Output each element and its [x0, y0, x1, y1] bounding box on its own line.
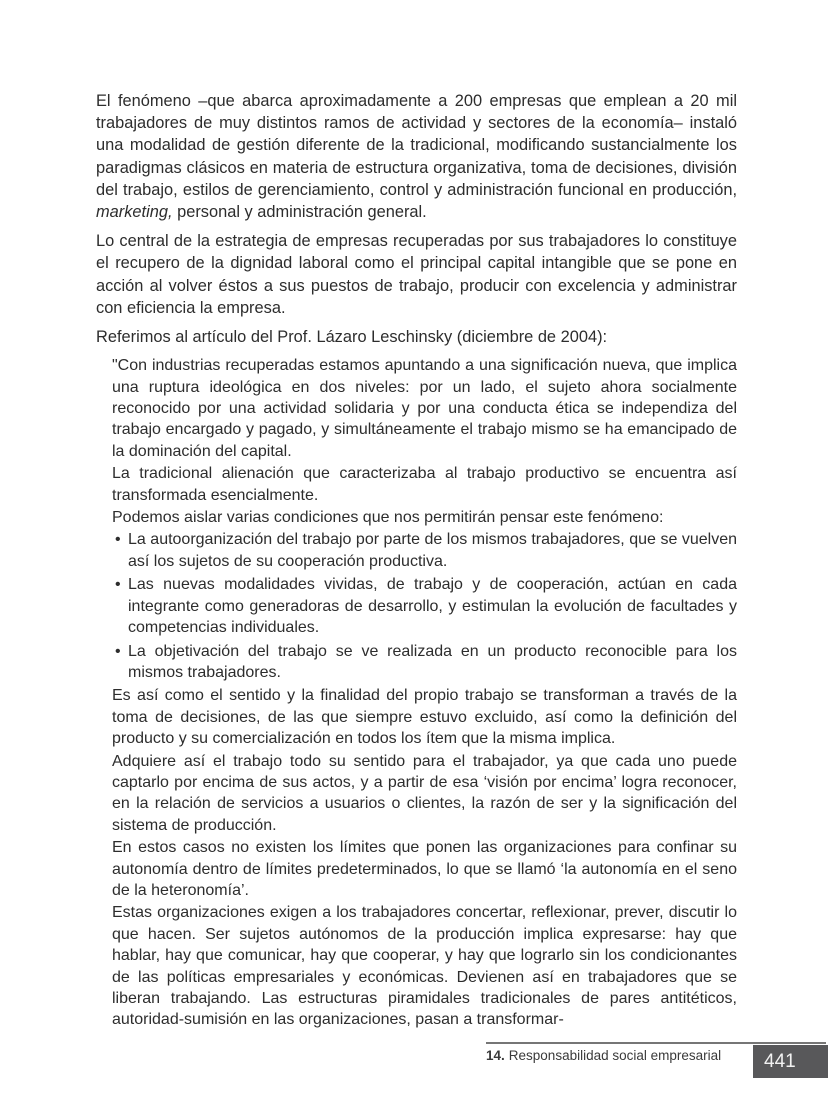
bullet-icon: • [115, 531, 121, 549]
bullet-text: Las nuevas modalidades vividas, de trabajo y de cooperación, actúan en cada integrante como generadoras de desarrollo, y estimulan la evolución de facultades y competencias individuales. [128, 576, 737, 637]
bullet-item [112, 529, 737, 572]
bullet-text: La objetivación del trabajo se ve realizada en un producto reconocible para los mismos trabajadores. [128, 642, 737, 681]
chapter-title: Responsabilidad social empresarial [508, 1048, 722, 1063]
paragraph-2: Lo central de la estrategia de empresas recuperadas por sus trabajadores lo constituye el recupero de la dignidad laboral como el principal capital intangible que se pone en acción al volver éstos a sus puestos de trabajo, producir con excelencia y administrar con eficiencia la empresa. [96, 232, 737, 317]
paragraph-1-text-end: personal y administración general. [172, 203, 427, 222]
paragraph-1 [96, 90, 737, 223]
paragraph-1-text: El fenómeno –que abarca aproximadamente a 200 empresas que emplean a 20 mil trabajadores de muy distintos ramos de actividad y sectores de la economía– instaló una modalidad de gestión diferente de la tradicional, modificando sustancialmente los paradigmas clásicos en materia de estructura organizativa, toma de decisiones, división del trabajo, estilos de gerenciamiento, control y administración funcional en producción, [96, 92, 737, 199]
bullet-item [112, 574, 737, 638]
bullet-icon: • [115, 642, 121, 660]
quote-paragraph-5: Adquiere así el trabajo todo su sentido para el trabajador, ya que cada uno puede captarlo por encima de sus actos, y a partir de esa ‘visión por encima’ logra reconocer, en la relación de servicios a usuarios o clientes, la razón de ser y la significación del sistema de producción. [112, 752, 737, 834]
quote-paragraph-6: En estos casos no existen los límites que ponen las organizaciones para confinar su autonomía dentro de límites predeterminados, lo que se llamó ‘la autonomía en el seno de la heteronomía’. [112, 839, 737, 899]
bullet-icon: • [115, 576, 121, 594]
page-number: 441 [764, 1050, 796, 1072]
quote-block [112, 355, 737, 1031]
paragraph-3-intro: Referimos al artículo del Prof. Lázaro Leschinsky (diciembre de 2004): [96, 328, 608, 347]
quote-paragraph-1: "Con industrias recuperadas estamos apuntando a una significación nueva, que implica una ruptura ideológica en dos niveles: por un lado, el sujeto ahora socialmente reconocido por una actividad solidaria y por una conducta ética se independiza del trabajo encargado y pagado, y simultáneamente el trabajo mismo se ha emancipado de la dominación del capital. [112, 357, 737, 460]
footer-rule [486, 1042, 826, 1044]
footer-chapter-label [486, 1047, 721, 1064]
page-number-box [753, 1045, 828, 1078]
chapter-number: 14. [486, 1048, 505, 1063]
bullet-item [112, 641, 737, 684]
quote-paragraph-4: Es así como el sentido y la finalidad del propio trabajo se transforman a través de la toma de decisiones, de las que siempre estuvo excluido, así como la definición del producto y su comercialización en todos los ítem que la misma implica. [112, 687, 737, 748]
paragraph-1-italic-word: marketing, [96, 203, 173, 222]
bullet-text: La autoorganización del trabajo por parte de los mismos trabajadores, que se vuelven así los sujetos de su cooperación productiva. [128, 531, 737, 570]
quote-paragraph-7: Estas organizaciones exigen a los trabajadores concertar, reflexionar, prever, discutir lo que hacen. Ser sujetos autónomos de la producción implica expresarse: hay que hablar, hay que comunicar, hay que cooperar, y hay que lograrlo sin los condicionantes de las políticas empresariales y económicas. Devienen así en trabajadores que se liberan trabajando. Las estructuras piramidales tradicionales de pares antitéticos, autoridad-sumisión en las organizaciones, pasan a transformar- [112, 904, 737, 1029]
page-content [96, 90, 737, 1032]
quote-paragraph-3: Podemos aislar varias condiciones que nos permitirán pensar este fenómeno: [112, 509, 664, 527]
quote-paragraph-2: La tradicional alienación que caracterizaba al trabajo productivo se encuentra así transformada esencialmente. [112, 465, 737, 504]
